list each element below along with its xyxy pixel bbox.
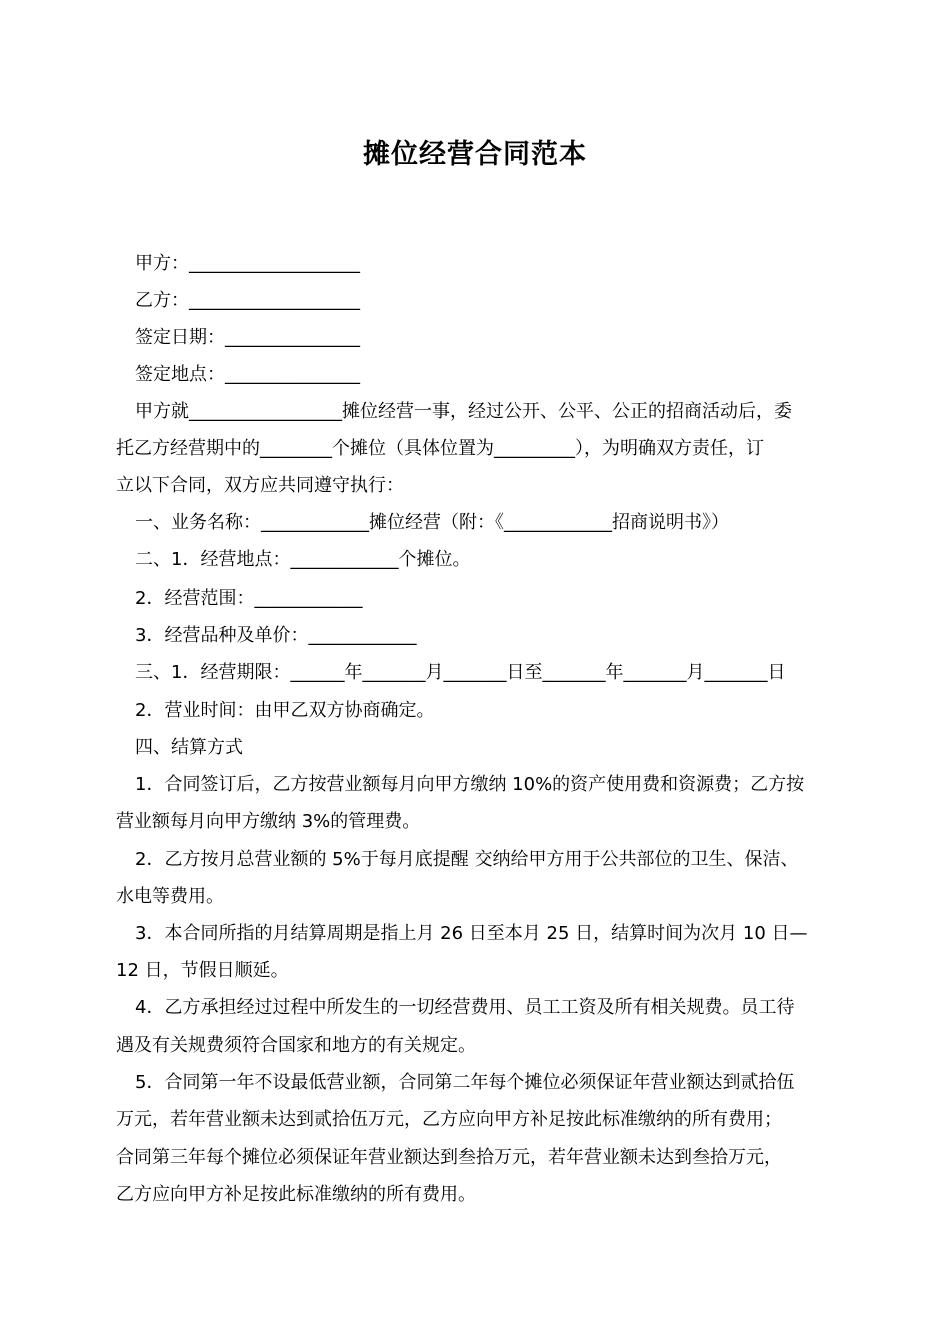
clause-4-2-line-2: 水电等费用。 <box>116 886 224 907</box>
preamble-line-3: 立以下合同，双方应共同遵守执行： <box>116 475 404 496</box>
clause-1-line: 一、业务名称：____________摊位经营（附：《____________招商说明书》） <box>135 512 729 533</box>
clause-3-2-line: 2．营业时间：由甲乙双方协商确定。 <box>135 700 435 721</box>
preamble-line-2: 托乙方经营期中的________个摊位（具体位置为_________），为明确双方责任，订 <box>116 438 764 459</box>
clause-4-5-line-4: 乙方应向甲方补足按此标准缴纳的所有费用。 <box>116 1184 476 1205</box>
clause-4-3-line-2: 12 日，节假日顺延。 <box>116 960 289 981</box>
preamble-line-1: 甲方就_________________摊位经营一事，经过公开、公平、公正的招商活动后，委 <box>135 401 792 422</box>
party-b-line: 乙方：___________________ <box>135 290 360 311</box>
clause-4-1-line-2: 营业额每月向甲方缴纳 3%的管理费。 <box>116 811 421 832</box>
clause-4-3-line-1: 3．本合同所指的月结算周期是指上月 26 日至本月 25 日，结算时间为次月 10 日— <box>135 923 808 944</box>
document-title: 摊位经营合同范本 <box>363 139 587 170</box>
clause-4-heading: 四、结算方式 <box>135 737 243 758</box>
clause-2-2-line: 2．经营范围：____________ <box>135 588 363 609</box>
party-a-line: 甲方：___________________ <box>135 253 360 274</box>
clause-2-1-line: 二、1．经营地点：____________个摊位。 <box>135 549 471 570</box>
clause-4-1-line-1: 1．合同签订后，乙方按营业额每月向甲方缴纳 10%的资产使用费和资源费；乙方按 <box>135 774 805 795</box>
clause-4-5-line-1: 5．合同第一年不设最低营业额，合同第二年每个摊位必须保证年营业额达到贰拾伍 <box>135 1072 795 1093</box>
clause-4-5-line-2: 万元，若年营业额未达到贰拾伍万元，乙方应向甲方补足按此标准缴纳的所有费用； <box>116 1109 782 1130</box>
clause-4-4-line-2: 遇及有关规费须符合国家和地方的有关规定。 <box>116 1035 476 1056</box>
clause-4-4-line-1: 4．乙方承担经过过程中所发生的一切经营费用、员工工资及所有相关规费。员工待 <box>135 997 795 1018</box>
clause-4-2-line-1: 2．乙方按月总营业额的 5%于每月底提醒 交纳给甲方用于公共部位的卫生、保洁、 <box>135 849 799 870</box>
clause-3-1-line: 三、1．经营期限：______年_______月_______日至_______年_______月_______日 <box>135 662 786 683</box>
sign-date-line: 签定日期：_______________ <box>135 327 360 348</box>
clause-4-5-line-3: 合同第三年每个摊位必须保证年营业额达到叁拾万元，若年营业额未达到叁拾万元， <box>116 1147 782 1168</box>
sign-place-line: 签定地点：_______________ <box>135 364 360 385</box>
clause-2-3-line: 3．经营品种及单价：____________ <box>135 625 417 646</box>
